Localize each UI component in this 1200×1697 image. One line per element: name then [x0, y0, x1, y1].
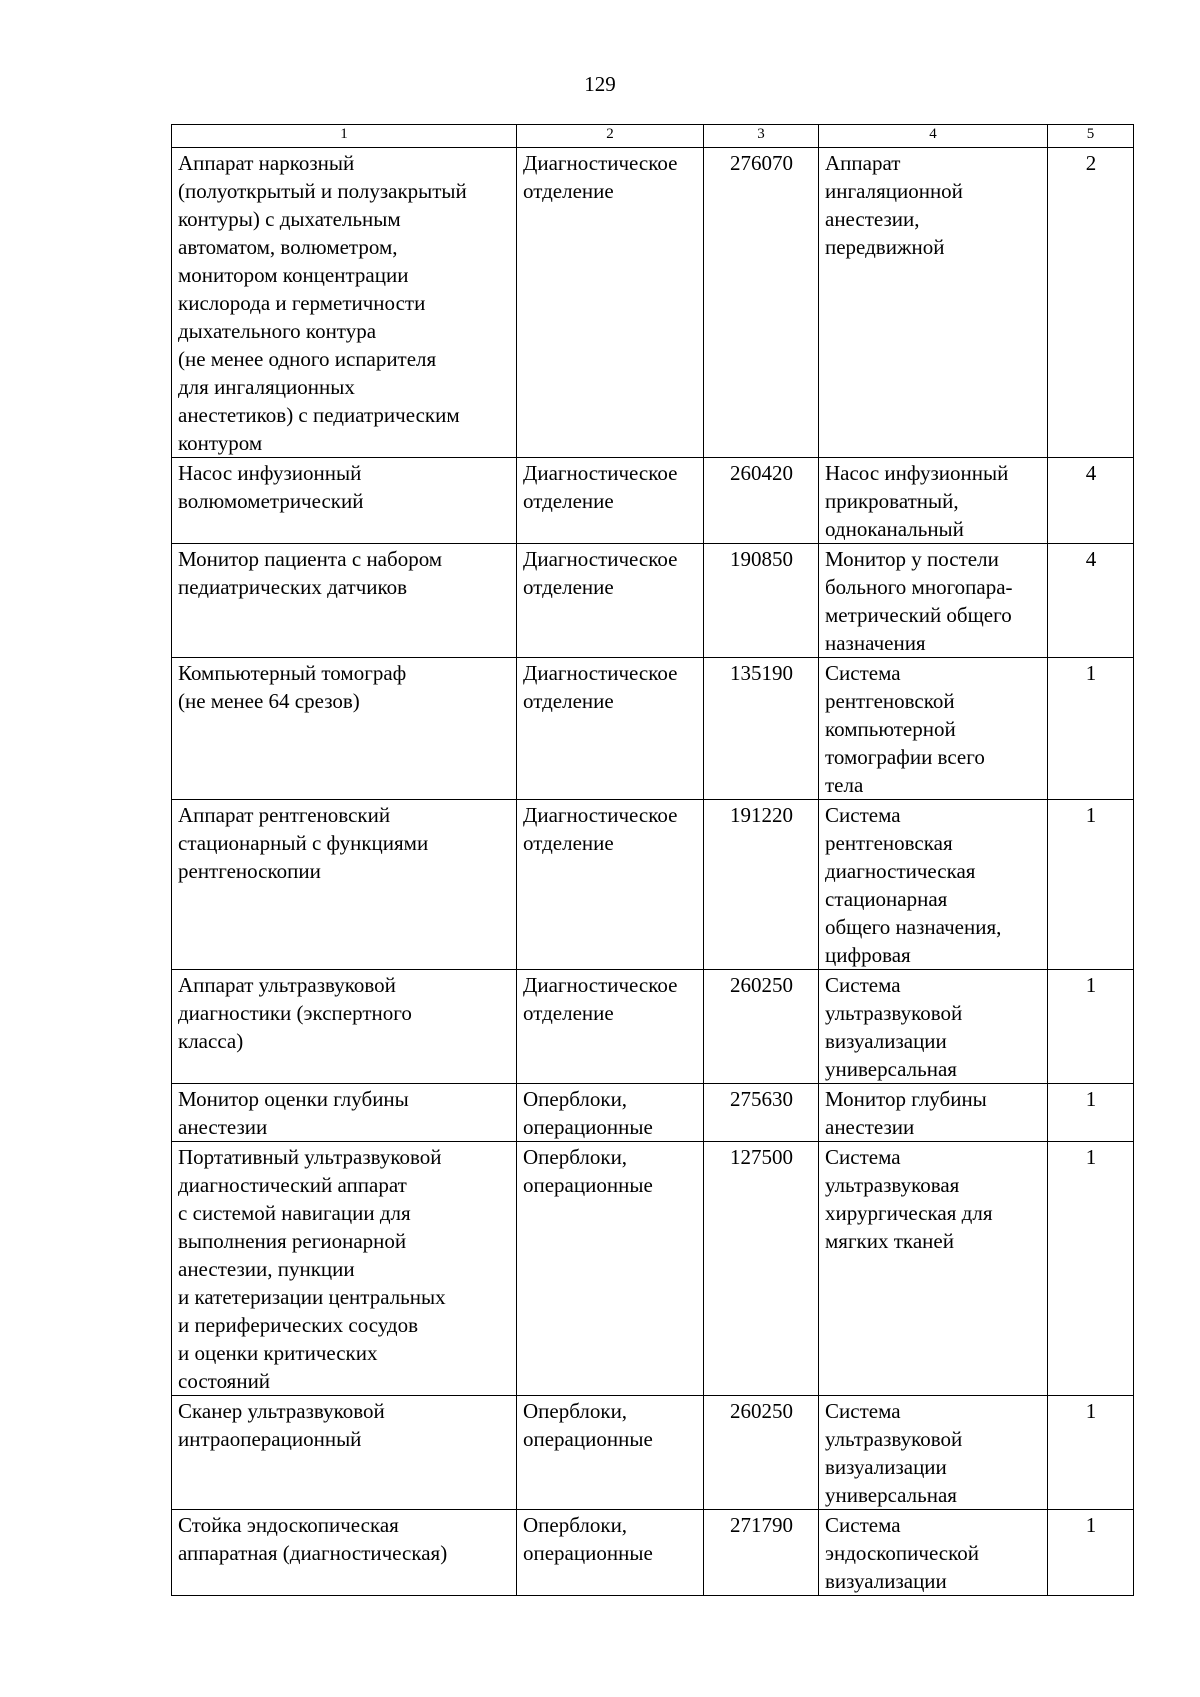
- department-cell: Диагностическое отделение: [517, 658, 704, 800]
- table-row: [172, 458, 1134, 544]
- quantity-cell: 1: [1048, 970, 1134, 1084]
- code-cell: 260420: [704, 458, 819, 544]
- quantity-cell: 1: [1048, 1142, 1134, 1396]
- equipment-name-cell: Монитор пациента с набором педиатрических датчиков: [172, 544, 517, 658]
- quantity-cell: 1: [1048, 1084, 1134, 1142]
- equipment-type-cell: Насос инфузионный прикроватный, одноканальный: [819, 458, 1048, 544]
- department-cell: Диагностическое отделение: [517, 800, 704, 970]
- quantity-cell: 2: [1048, 148, 1134, 458]
- equipment-name-cell: Аппарат ультразвуковой диагностики (экспертного класса): [172, 970, 517, 1084]
- table-header-row: [172, 125, 1134, 148]
- code-cell: 135190: [704, 658, 819, 800]
- code-cell: 276070: [704, 148, 819, 458]
- quantity-cell: 4: [1048, 458, 1134, 544]
- code-cell: 190850: [704, 544, 819, 658]
- column-header: 1: [172, 125, 517, 148]
- quantity-cell: 1: [1048, 1396, 1134, 1510]
- department-cell: Диагностическое отделение: [517, 970, 704, 1084]
- column-header: 4: [819, 125, 1048, 148]
- column-header: 5: [1048, 125, 1134, 148]
- column-header: 2: [517, 125, 704, 148]
- table-row: [172, 800, 1134, 970]
- quantity-cell: 1: [1048, 1510, 1134, 1596]
- equipment-table: [171, 124, 1134, 1596]
- table-row: [172, 148, 1134, 458]
- table-row: [172, 544, 1134, 658]
- table-row: [172, 970, 1134, 1084]
- equipment-name-cell: Сканер ультразвуковой интраоперационный: [172, 1396, 517, 1510]
- equipment-type-cell: Монитор глубины анестезии: [819, 1084, 1048, 1142]
- department-cell: Диагностическое отделение: [517, 544, 704, 658]
- equipment-name-cell: Стойка эндоскопическая аппаратная (диагностическая): [172, 1510, 517, 1596]
- department-cell: Диагностическое отделение: [517, 458, 704, 544]
- table-row: [172, 1084, 1134, 1142]
- equipment-name-cell: Насос инфузионный волюмометрический: [172, 458, 517, 544]
- equipment-type-cell: Система рентгеновская диагностическая стационарная общего назначения, цифровая: [819, 800, 1048, 970]
- department-cell: Оперблоки, операционные: [517, 1396, 704, 1510]
- department-cell: Диагностическое отделение: [517, 148, 704, 458]
- quantity-cell: 1: [1048, 658, 1134, 800]
- equipment-type-cell: Аппарат ингаляционной анестезии, передвижной: [819, 148, 1048, 458]
- department-cell: Оперблоки, операционные: [517, 1084, 704, 1142]
- code-cell: 127500: [704, 1142, 819, 1396]
- quantity-cell: 1: [1048, 800, 1134, 970]
- equipment-type-cell: Система эндоскопической визуализации: [819, 1510, 1048, 1596]
- code-cell: 260250: [704, 1396, 819, 1510]
- page-number: 129: [584, 72, 616, 96]
- code-cell: 191220: [704, 800, 819, 970]
- equipment-name-cell: Компьютерный томограф (не менее 64 срезов): [172, 658, 517, 800]
- column-header: 3: [704, 125, 819, 148]
- quantity-cell: 4: [1048, 544, 1134, 658]
- equipment-type-cell: Система ультразвуковой визуализации универсальная: [819, 970, 1048, 1084]
- equipment-type-cell: Система рентгеновской компьютерной томографии всего тела: [819, 658, 1048, 800]
- table-row: [172, 1510, 1134, 1596]
- equipment-type-cell: Система ультразвуковой визуализации универсальная: [819, 1396, 1048, 1510]
- department-cell: Оперблоки, операционные: [517, 1142, 704, 1396]
- equipment-name-cell: Аппарат рентгеновский стационарный с функциями рентгеноскопии: [172, 800, 517, 970]
- code-cell: 271790: [704, 1510, 819, 1596]
- equipment-name-cell: Аппарат наркозный (полуоткрытый и полузакрытый контуры) с дыхательным автоматом, волюметром, монитором концентрации кислорода и герметичности дыхательного контура (не менее одного испарителя для ингаляционных анестетиков) с педиатрическим контуром: [172, 148, 517, 458]
- equipment-name-cell: Монитор оценки глубины анестезии: [172, 1084, 517, 1142]
- table-row: [172, 1142, 1134, 1396]
- department-cell: Оперблоки, операционные: [517, 1510, 704, 1596]
- equipment-type-cell: Система ультразвуковая хирургическая для мягких тканей: [819, 1142, 1048, 1396]
- equipment-name-cell: Портативный ультразвуковой диагностический аппарат с системой навигации для выполнения регионарной анестезии, пункции и катетеризации центральных и периферических сосудов и оценки критических состояний: [172, 1142, 517, 1396]
- table-row: [172, 1396, 1134, 1510]
- code-cell: 275630: [704, 1084, 819, 1142]
- equipment-type-cell: Монитор у постели больного многопара- метрический общего назначения: [819, 544, 1048, 658]
- code-cell: 260250: [704, 970, 819, 1084]
- table-row: [172, 658, 1134, 800]
